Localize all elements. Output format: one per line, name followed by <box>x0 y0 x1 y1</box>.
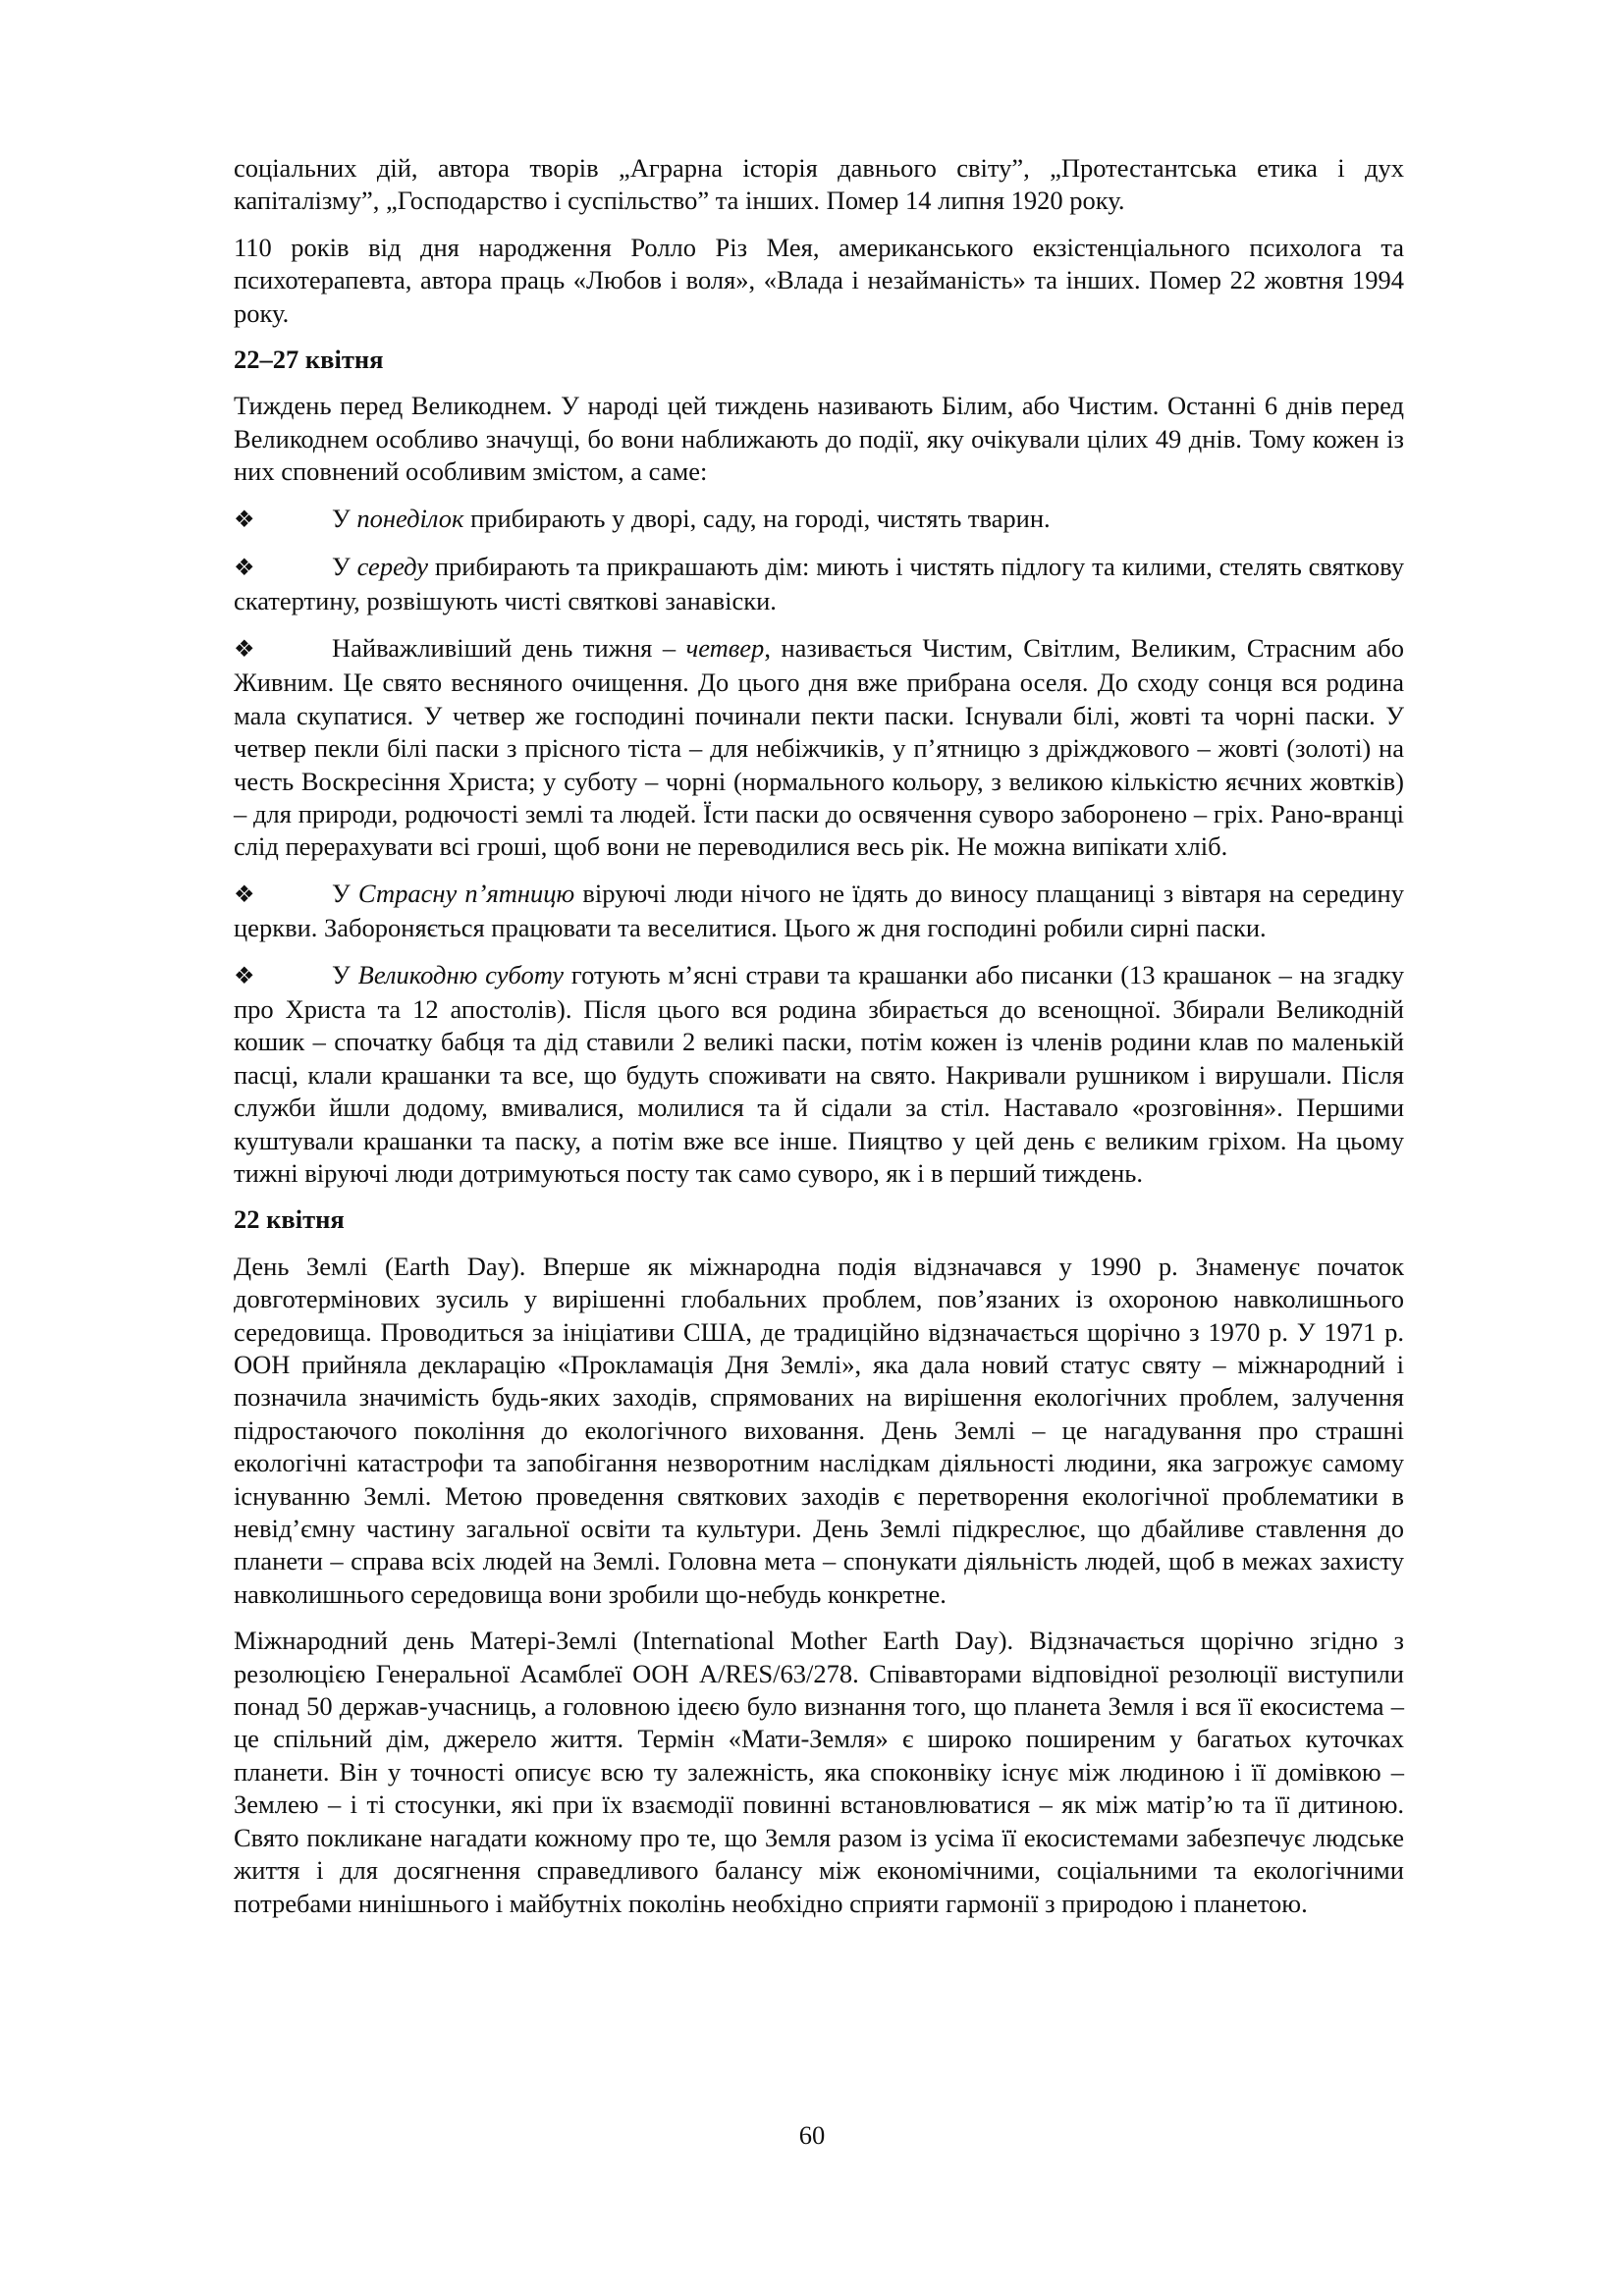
diamond-bullet-icon: ❖ <box>234 636 255 663</box>
page-content <box>234 152 1404 1934</box>
bullet-item <box>234 632 1404 864</box>
bullet-item <box>234 959 1404 1191</box>
bullet-text-emphasis: четвер <box>685 632 765 663</box>
bullet-item <box>234 551 1404 618</box>
diamond-bullet-icon: ❖ <box>234 507 255 533</box>
bullet-text-post: прибирають у дворі, саду, на городі, чистять тварин. <box>463 503 1051 533</box>
bullet-text-pre: У <box>332 503 357 533</box>
bullet-text-post: прибирають та прикрашають дім: миють і чистять підлогу та килими, стелять святкову скатертину, розвішують чисті святкові занавіски. <box>234 552 1404 616</box>
diamond-bullet-icon: ❖ <box>234 556 255 582</box>
section-heading: 22 квітня <box>234 1204 345 1235</box>
bullet-text-pre: У <box>332 552 357 582</box>
bullet-text-emphasis: Страсну п’ятницю <box>357 878 575 908</box>
bullet-text-pre: У <box>332 959 358 989</box>
section-heading: 22–27 квітня <box>234 345 384 375</box>
paragraph: Міжнародний день Матері-Землі (International Mother Earth Day). Відзначається щорічно згідно з резолюцією Генеральної Асамблеї ООН A/RES/63/278. Співавторами відповідної резолюції виступили понад 50 держав-учасниць, а головною ідеєю було визнання того, що планета Земля і вся її екосистема – це спільний дім, джерело життя. Термін «Мати-Земля» є широко поширеним у багатьох куточках планети. Він у точності описує всю ту залежність, яка споконвіку існує між людиною і її домівкою – Землею – і ті стосунки, які при їх взаємодії повинні встановлюватися – як між матір’ю та її дитиною. Свято покликане нагадати кожному про те, що Земля разом із усіма її екосистемами забезпечує людське життя і для досягнення справедливого балансу між економічними, соціальними та екологічними потребами нинішнього і майбутніх поколінь необхідно сприяти гармонії з природою і планетою. <box>234 1626 1404 1918</box>
bullet-text-emphasis: середу <box>356 552 428 582</box>
bullet-text-post: , називається Чистим, Світлим, Великим, Страсним або Живним. Це свято весняного очищення. До цього дня вже прибрана оселя. До сходу сонця вся родина мала скупатися. У четвер же господині починали пекти паски. Існували білі, жовті та чорні паски. У четвер пекли білі паски з прісного тіста – для небіжчиків, у п’ятницю з дріжджового – жовті (золоті) на честь Воскресіння Христа; у суботу – чорні (нормального кольору, з великою кількістю яєчних жовтків) – для природи, родючості землі та людей. Їсти паски до освячення суворо заборонено – гріх. Рано-вранці слід перерахувати всі гроші, щоб вони не переводилися весь рік. Не можна випікати хліб. <box>234 632 1404 862</box>
diamond-bullet-icon: ❖ <box>234 881 255 908</box>
page-number: 60 <box>798 2120 826 2150</box>
bullet-text-emphasis: Великодню суботу <box>357 959 564 989</box>
bullet-text-post: готують м’ясні страви та крашанки або писанки (13 крашанок – на згадку про Христа та 12 апостолів). Після цього вся родина збирається до всенощної. Збирали Великодній кошик – спочатку бабця та дід ставили 2 великі паски, потім кожен із членів родини клав по маленькій пасці, клали крашанки та все, що будуть споживати на свято. Накривали рушником і вирушали. Після служби йшли додому, вмивалися, молилися та й сідали за стіл. Наставало «розговіння». Першими куштували крашанки та паску, а потім вже все інше. Пияцтво у цей день є великим гріхом. На цьому тижні віруючі люди дотримуються посту так само суворо, як і в перший тиждень. <box>234 959 1404 1188</box>
bullet-item <box>234 503 1404 537</box>
diamond-bullet-icon: ❖ <box>234 963 255 989</box>
paragraph: Тиждень перед Великоднем. У народі цей тиждень називають Білим, або Чистим. Останні 6 днів перед Великоднем особливо значущі, бо вони наближають до події, яку очікували цілих 49 днів. Тому кожен із них сповнений особливим змістом, а саме: <box>234 391 1404 487</box>
bullet-text-pre: У <box>332 878 358 908</box>
paragraph: День Землі (Earth Day). Вперше як міжнародна подія відзначався у 1990 р. Знаменує початок довготермінових зусиль у вирішенні глобальних проблем, пов’язаних із охороною навколишнього середовища. Проводиться за ініціативи США, де традиційно відзначається щорічно з 1970 р. У 1971 р. ООН прийняла декларацію «Прокламація Дня Землі», яка дала новий статус святу – міжнародний і позначила значимість будь-яких заходів, спрямованих на вирішення екологічних проблем, залучення підростаючого покоління до екологічного виховання. День Землі – це нагадування про страшні екологічні катастрофи та запобігання незворотним наслідкам діяльності людини, яка загрожує самому існуванню Землі. Метою проведення святкових заходів є перетворення екологічної проблематики в невід’ємну частину загальної освіти та культури. День Землі підкреслює, що дбайливе ставлення до планети – справа всіх людей на Землі. Головна мета – спонукати діяльність людей, щоб в межах захисту навколишнього середовища вони зробили що-небудь конкретне. <box>234 1251 1404 1609</box>
bullet-text-post: віруючі люди нічого не їдять до виносу плащаниці з вівтаря на середину церкви. Забороняється працювати та веселитися. Цього ж дня господині робили сирні паски. <box>234 878 1404 943</box>
paragraph: 110 років від дня народження Ролло Різ Мея, американського екзістенціального психолога та психотерапевта, автора праць «Любов і воля», «Влада і незайманість» та інших. Помер 22 жовтня 1994 року. <box>234 232 1404 328</box>
bullet-text-emphasis: понеділок <box>356 503 464 533</box>
bullet-text-pre: Найважливіший день тижня – <box>332 632 686 663</box>
bullet-item <box>234 878 1404 945</box>
paragraph: соціальних дій, автора творів „Аграрна історія давнього світу”, „Протестантська етика і дух капіталізму”, „Господарство і суспільство” та інших. Помер 14 липня 1920 року. <box>234 153 1404 216</box>
